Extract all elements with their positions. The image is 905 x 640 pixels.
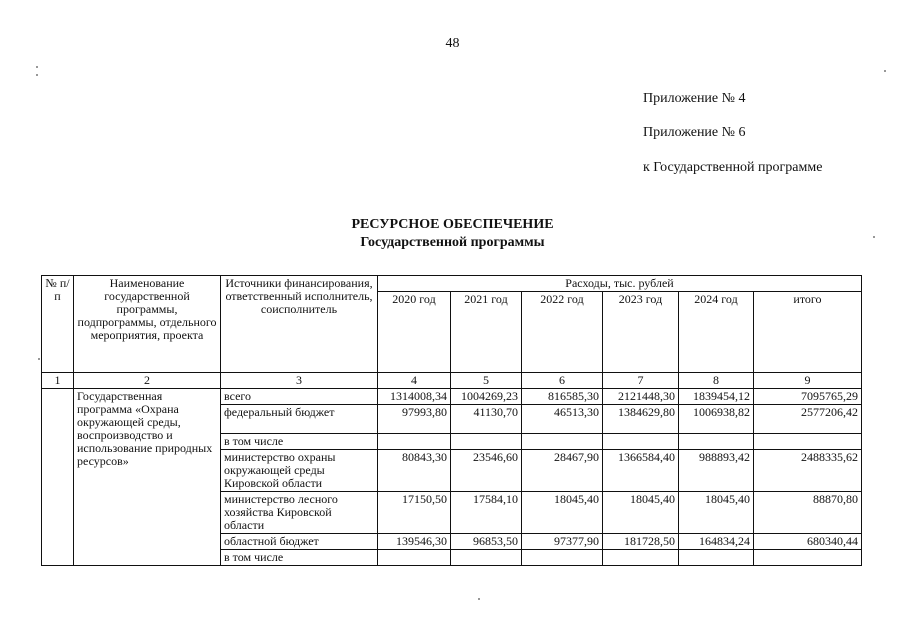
- value-cell: [522, 550, 603, 566]
- value-cell: 23546,60: [451, 450, 522, 492]
- value-cell: 181728,50: [603, 534, 679, 550]
- page-number: 48: [445, 36, 460, 51]
- value-cell: 1839454,12: [679, 389, 754, 405]
- appendix-line-2: Приложение № 6: [643, 125, 746, 140]
- header-year: 2021 год: [451, 292, 522, 373]
- column-number-row: [42, 373, 862, 389]
- column-number: 6: [522, 373, 603, 389]
- source-cell: министерство лесного хозяйства Кировской области: [221, 492, 378, 534]
- header-source: Источники финансирования, ответственный исполнитель, соисполнитель: [221, 276, 378, 373]
- column-number: 4: [378, 373, 451, 389]
- column-number: 5: [451, 373, 522, 389]
- value-cell: 1004269,23: [451, 389, 522, 405]
- scan-speck: [36, 66, 38, 68]
- value-cell: [754, 434, 862, 450]
- header-total: итого: [754, 292, 862, 373]
- column-number: 3: [221, 373, 378, 389]
- column-number: 7: [603, 373, 679, 389]
- value-cell: [679, 550, 754, 566]
- header-name: Наименование государственной программы, подпрограммы, отдельного мероприятия, проекта: [74, 276, 221, 373]
- value-cell: 41130,70: [451, 405, 522, 434]
- header-expenses: Расходы, тыс. рублей: [378, 276, 862, 292]
- header-row-1: [42, 276, 862, 292]
- value-cell: [378, 550, 451, 566]
- value-cell: 1366584,40: [603, 450, 679, 492]
- appendix-line-1: Приложение № 4: [643, 91, 746, 106]
- source-cell: в том числе: [221, 550, 378, 566]
- scan-speck: [873, 236, 875, 238]
- value-cell: 2121448,30: [603, 389, 679, 405]
- value-cell: 80843,30: [378, 450, 451, 492]
- value-cell: 28467,90: [522, 450, 603, 492]
- value-cell: 139546,30: [378, 534, 451, 550]
- value-cell: [451, 434, 522, 450]
- header-year: 2024 год: [679, 292, 754, 373]
- value-cell: 7095765,29: [754, 389, 862, 405]
- value-cell: [754, 550, 862, 566]
- value-cell: 96853,50: [451, 534, 522, 550]
- value-cell: [603, 550, 679, 566]
- scan-speck: [884, 70, 886, 72]
- value-cell: [451, 550, 522, 566]
- value-cell: 680340,44: [754, 534, 862, 550]
- header-year: 2023 год: [603, 292, 679, 373]
- value-cell: [522, 434, 603, 450]
- source-cell: всего: [221, 389, 378, 405]
- value-cell: 1384629,80: [603, 405, 679, 434]
- value-cell: 2488335,62: [754, 450, 862, 492]
- source-cell: федеральный бюджет: [221, 405, 378, 434]
- row-number-cell: [42, 389, 74, 566]
- scan-speck: [36, 74, 38, 76]
- document-subtitle: Государственной программы: [360, 235, 545, 250]
- value-cell: 97993,80: [378, 405, 451, 434]
- value-cell: 164834,24: [679, 534, 754, 550]
- appendix-line-3: к Государственной программе: [643, 160, 823, 175]
- source-cell: в том числе: [221, 434, 378, 450]
- value-cell: 2577206,42: [754, 405, 862, 434]
- header-num: № п/п: [42, 276, 74, 373]
- value-cell: 88870,80: [754, 492, 862, 534]
- resource-table: [41, 275, 862, 566]
- value-cell: 988893,42: [679, 450, 754, 492]
- value-cell: [378, 434, 451, 450]
- document-title: РЕСУРСНОЕ ОБЕСПЕЧЕНИЕ: [351, 217, 554, 232]
- value-cell: 18045,40: [603, 492, 679, 534]
- value-cell: 816585,30: [522, 389, 603, 405]
- column-number: 1: [42, 373, 74, 389]
- value-cell: 18045,40: [679, 492, 754, 534]
- value-cell: 17150,50: [378, 492, 451, 534]
- value-cell: 1314008,34: [378, 389, 451, 405]
- column-number: 2: [74, 373, 221, 389]
- column-number: 8: [679, 373, 754, 389]
- value-cell: 18045,40: [522, 492, 603, 534]
- source-cell: областной бюджет: [221, 534, 378, 550]
- value-cell: [679, 434, 754, 450]
- value-cell: 46513,30: [522, 405, 603, 434]
- scan-speck: [478, 598, 480, 600]
- header-year: 2022 год: [522, 292, 603, 373]
- value-cell: [603, 434, 679, 450]
- program-name-cell: Государственная программа «Охрана окружающей среды, воспроизводство и использование природных ресурсов»: [74, 389, 221, 566]
- header-year: 2020 год: [378, 292, 451, 373]
- value-cell: 17584,10: [451, 492, 522, 534]
- value-cell: 97377,90: [522, 534, 603, 550]
- document-title-block: [0, 216, 905, 252]
- scan-speck: [38, 358, 40, 360]
- source-cell: министерство охраны окружающей среды Кировской области: [221, 450, 378, 492]
- table-row: [42, 389, 862, 405]
- value-cell: 1006938,82: [679, 405, 754, 434]
- column-number: 9: [754, 373, 862, 389]
